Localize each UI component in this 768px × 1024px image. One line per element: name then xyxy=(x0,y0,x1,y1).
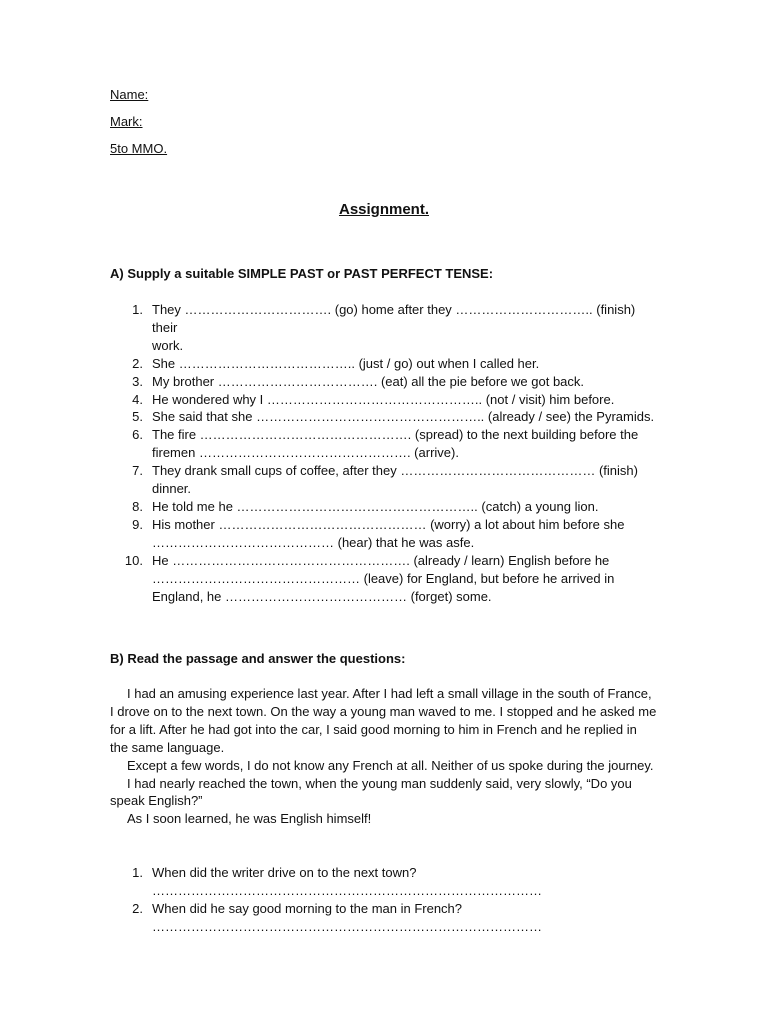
item-line: He wondered why I ………………………………………….. (not / visit) him before. xyxy=(152,391,615,407)
list-item xyxy=(110,462,655,498)
list-item xyxy=(110,391,655,409)
list-item xyxy=(110,408,655,426)
mark-label: Mark: xyxy=(110,114,143,129)
item-number: 1. xyxy=(132,302,143,317)
question-text: When did the writer drive on to the next town? xyxy=(152,865,417,880)
item-number: 7. xyxy=(132,463,143,479)
item-line: They ……………………………. (go) home after they ………………………….. (finish) their xyxy=(152,302,636,335)
item-line: The fire …………………………………………. (spread) to the next building before the xyxy=(152,427,639,443)
item-line: dinner. xyxy=(152,481,192,497)
answer-line: ……………………………………………………………………………… xyxy=(152,882,542,898)
list-item xyxy=(110,426,655,462)
question-item xyxy=(110,864,655,900)
section-a-heading: A) Supply a suitable SIMPLE PAST or PAST PERFECT TENSE: xyxy=(110,266,494,281)
section-b-heading: B) Read the passage and answer the questions: xyxy=(110,651,406,666)
question-number: 1. xyxy=(132,865,143,880)
list-item xyxy=(110,498,655,516)
question-number: 2. xyxy=(132,900,143,916)
item-line: They drank small cups of coffee, after they ……………………………………… (finish) xyxy=(152,463,638,479)
item-line: His mother ………………………………………… (worry) a lot about him before she xyxy=(152,516,625,532)
item-line: ………………………………………… (leave) for England, but before he arrived in xyxy=(152,570,615,586)
question-text: When did he say good morning to the man in French? xyxy=(152,900,463,916)
list-item xyxy=(110,516,655,552)
item-line: My brother ………………………………. (eat) all the pie before we got back. xyxy=(152,373,585,389)
reading-passage xyxy=(110,685,658,828)
list-item xyxy=(110,373,655,391)
passage-paragraph: I had nearly reached the town, when the young man suddenly said, very slowly, “Do you speak English?” xyxy=(110,775,632,809)
item-line: He ………………………………………………. (already / learn) English before he xyxy=(152,552,610,568)
item-number: 10. xyxy=(124,552,143,568)
item-number: 4. xyxy=(132,391,143,407)
item-number: 3. xyxy=(132,373,143,389)
item-number: 5. xyxy=(132,409,143,425)
passage-paragraph: Except a few words, I do not know any French at all. Neither of us spoke during the journey. xyxy=(127,757,654,773)
answer-line: ……………………………………………………………………………… xyxy=(152,918,542,934)
item-line: …………………………………… (hear) that he was asfe. xyxy=(152,534,475,550)
item-line: firemen …………………………………………. (arrive). xyxy=(152,445,459,461)
passage-paragraph: I had an amusing experience last year. After I had left a small village in the south of France, I drove on to the next town. On the way a young man waved to me. I stopped and he asked me for a lift. After he had got into the car, I said good morning to him in French and he replied in the same language. xyxy=(110,686,657,755)
questions-list xyxy=(110,864,655,936)
question-item xyxy=(110,900,655,936)
item-number: 9. xyxy=(132,516,143,532)
item-number: 6. xyxy=(132,427,143,443)
class-label: 5to MMO. xyxy=(110,141,168,156)
page-title: Assignment. xyxy=(338,201,429,218)
item-number: 8. xyxy=(132,498,143,514)
section-a-list xyxy=(110,301,655,605)
list-item xyxy=(110,301,655,355)
list-item xyxy=(110,355,655,373)
list-item xyxy=(110,552,655,606)
item-line: England, he …………………………………… (forget) some. xyxy=(152,588,492,604)
item-line: She said that she …………………………………………….. (already / see) the Pyramids. xyxy=(152,409,655,425)
item-line: She ………………………………….. (just / go) out when I called her. xyxy=(152,355,540,371)
name-label: Name: xyxy=(110,87,149,102)
item-line: He told me he ……………………………………………….. (catch) a young lion. xyxy=(152,498,599,514)
passage-paragraph: As I soon learned, he was English himself! xyxy=(127,811,372,827)
item-number: 2. xyxy=(132,355,143,371)
item-line: work. xyxy=(152,337,184,353)
